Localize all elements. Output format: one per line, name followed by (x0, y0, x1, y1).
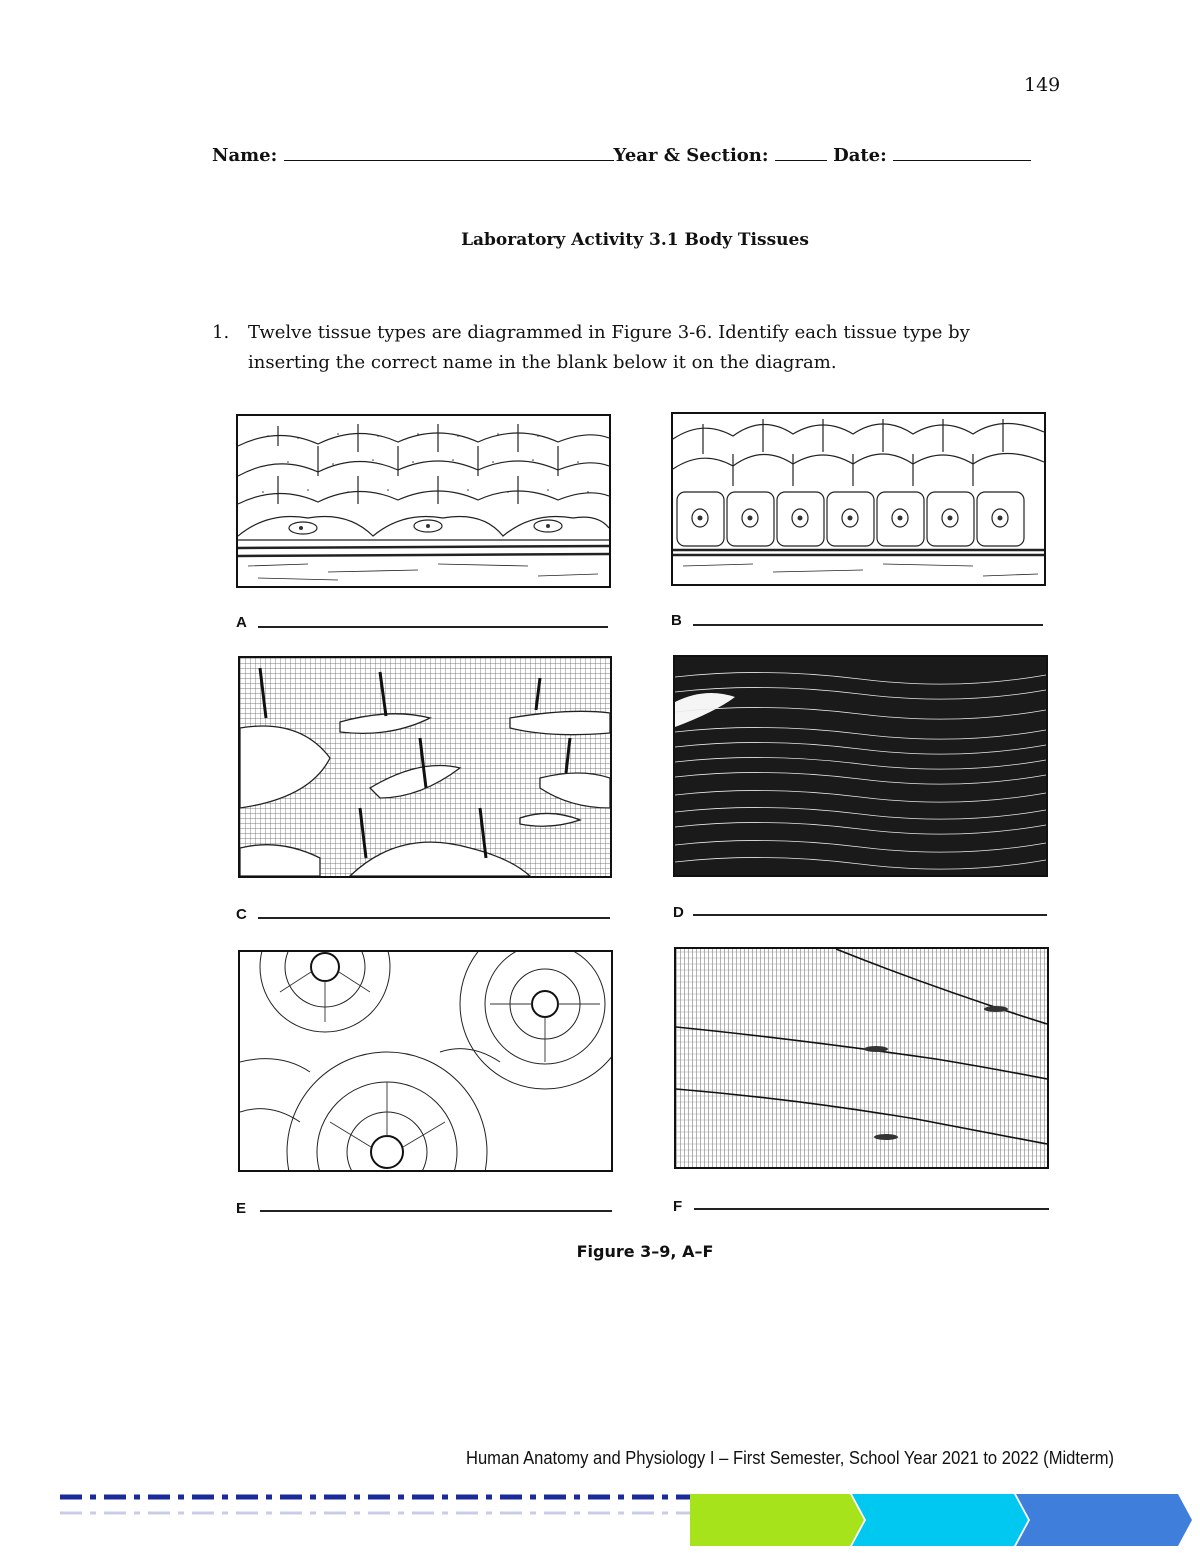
date-label: Date: (833, 145, 887, 166)
panel-d-image (673, 655, 1048, 877)
year-section-blank[interactable] (775, 144, 827, 161)
panel-b-answer-line[interactable] (693, 624, 1043, 626)
panel-e-image (238, 950, 613, 1172)
panel-f-letter: F (673, 1198, 683, 1215)
panel-f-image (674, 947, 1049, 1169)
footer-course-info: Human Anatomy and Physiology I – First Semester, School Year 2021 to 2022 (Midterm) (466, 1448, 1115, 1468)
student-info-header (212, 144, 1031, 166)
activity-title: Laboratory Activity 3.1 Body Tissues (461, 230, 809, 250)
date-blank[interactable] (893, 144, 1031, 161)
panel-b-letter: B (671, 612, 682, 629)
question-text: Twelve tissue types are diagrammed in Figure 3-6. Identify each tissue type by inserting the correct name in the blank below it on the diagram. (248, 322, 970, 373)
name-label: Name: (212, 145, 278, 166)
panel-a-answer-line[interactable] (258, 626, 608, 628)
question-number: 1. (212, 322, 230, 343)
panel-b-image (671, 412, 1046, 586)
panel-c-answer-line[interactable] (258, 917, 610, 919)
panel-a-letter: A (236, 614, 247, 631)
figure-caption: Figure 3–9, A–F (576, 1242, 714, 1261)
panel-c-letter: C (236, 906, 247, 923)
footer-decorative-bar (0, 1480, 1200, 1553)
panel-d-letter: D (673, 904, 684, 921)
panel-f-answer-line[interactable] (694, 1208, 1049, 1210)
panel-c-image (238, 656, 612, 878)
name-blank[interactable] (284, 144, 614, 161)
panel-d-answer-line[interactable] (693, 914, 1047, 916)
panel-e-answer-line[interactable] (260, 1210, 612, 1212)
panel-e-letter: E (236, 1200, 247, 1217)
page-number: 149 (1024, 74, 1061, 96)
year-section-label: Year & Section: (613, 145, 769, 166)
panel-a-image (236, 414, 611, 588)
